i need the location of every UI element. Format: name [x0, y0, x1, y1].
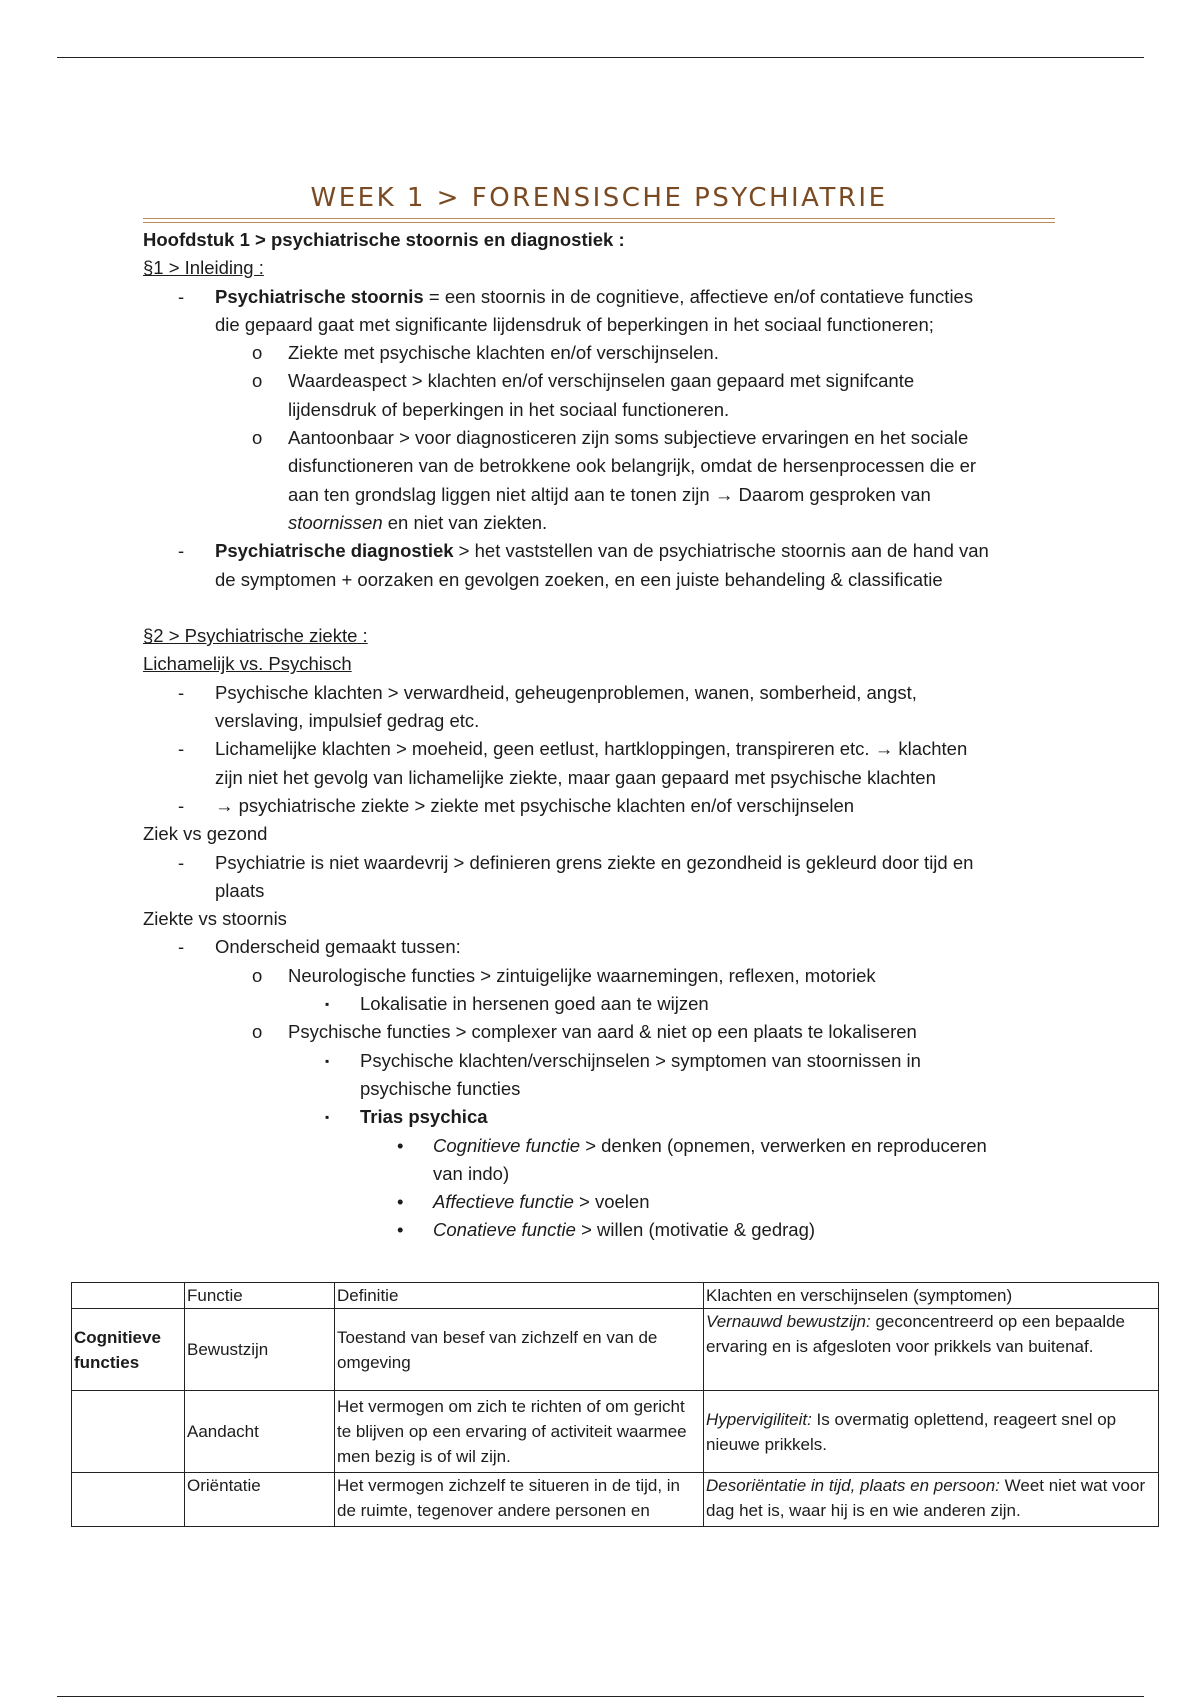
table-header-cell — [72, 1283, 185, 1309]
list-item: - Psychiatrische diagnostiek > het vaststellen van de psychiatrische stoornis aan de hand van — [143, 537, 1073, 565]
subheading-lichamelijk-psychisch: Lichamelijk vs. Psychisch — [143, 653, 352, 675]
list-item: - Psychiatrie is niet waardevrij > definieren grens ziekte en gezondheid is gekleurd door tijd en — [143, 849, 1073, 877]
table-header-cell: Klachten en verschijnselen (symptomen) — [704, 1283, 1159, 1309]
circle-bullet: o — [252, 427, 263, 449]
list-item: - Psychiatrische stoornis = een stoornis in de cognitieve, affectieve en/of contatieve functies — [143, 283, 1073, 311]
table-row — [72, 1309, 1159, 1391]
list-item: • Cognitieve functie > denken (opnemen, verwerken en reproduceren — [143, 1132, 1073, 1160]
list-item: ▪ Lokalisatie in hersenen goed aan te wijzen — [143, 990, 1073, 1018]
section-2-heading: §2 > Psychiatrische ziekte : — [143, 625, 368, 647]
list-item: - Psychische klachten > verwardheid, geheugenproblemen, wanen, somberheid, angst, — [143, 679, 1073, 707]
list-item: o Waardeaspect > klachten en/of verschijnselen gaan gepaard met signifcante — [143, 367, 1073, 395]
list-item: o Aantoonbaar > voor diagnosticeren zijn soms subjectieve ervaringen en het sociale — [143, 424, 1073, 452]
table-cell-symptoom: Desoriëntatie in tijd, plaats en persoon: Weet niet wat voor dag het is, waar hij is en wie anderen zijn. — [704, 1473, 1159, 1527]
list-item: • Conatieve functie > willen (motivatie & gedrag) — [143, 1216, 1073, 1244]
table-header-cell: Definitie — [335, 1283, 704, 1309]
dash-bullet: - — [178, 738, 185, 760]
table-cell-definitie: Toestand van besef van zichzelf en van de omgeving — [335, 1309, 704, 1391]
table-cell-functie: Aandacht — [185, 1391, 335, 1473]
list-item-continuation: disfunctioneren van de betrokkene ook belangrijk, omdat de hersenprocessen die er — [288, 455, 977, 477]
symptoms-table — [71, 1282, 1159, 1527]
list-item: - Onderscheid gemaakt tussen: — [143, 933, 1073, 961]
list-item: o Psychische functies > complexer van aard & niet op een plaats te lokaliseren — [143, 1018, 1073, 1046]
list-item-continuation: plaats — [215, 879, 265, 901]
circle-bullet: o — [252, 342, 263, 364]
table-cell-empty — [72, 1473, 185, 1527]
dash-bullet: - — [178, 285, 185, 307]
list-item: o Ziekte met psychische klachten en/of verschijnselen. — [143, 339, 1073, 367]
table-cell-symptoom: Hypervigiliteit: Is overmatig oplettend, reageert snel op nieuwe prikkels. — [704, 1391, 1159, 1473]
square-bullet: ▪ — [325, 1110, 330, 1125]
dash-bullet: - — [178, 794, 185, 816]
circle-bullet: o — [252, 370, 263, 392]
table-cell-functie: Bewustzijn — [185, 1309, 335, 1391]
chapter-heading: Hoofdstuk 1 > psychiatrische stoornis en diagnostiek : — [143, 229, 625, 250]
list-item: o Neurologische functies > zintuigelijke waarnemingen, reflexen, motoriek — [143, 962, 1073, 990]
list-item: ▪ Trias psychica — [143, 1103, 1073, 1131]
table-cell-empty — [72, 1391, 185, 1473]
list-item-continuation: aan ten grondslag liggen niet altijd aan te tonen zijn → Daarom gesproken van — [288, 483, 931, 505]
subheading-ziekte-stoornis: Ziekte vs stoornis — [143, 908, 287, 930]
table-cell-definitie: Het vermogen om zich te richten of om gericht te blijven op een ervaring of activiteit waarmee men bezig is of wil zijn. — [335, 1391, 704, 1473]
subheading-ziek-gezond: Ziek vs gezond — [143, 823, 268, 845]
list-item: ▪ Psychische klachten/verschijnselen > symptomen van stoornissen in — [143, 1047, 1073, 1075]
list-item-continuation: stoornissen en niet van ziekten. — [288, 511, 548, 533]
list-item: • Affectieve functie > voelen — [143, 1188, 1073, 1216]
title-underline — [143, 218, 1055, 219]
dot-bullet: • — [397, 1134, 404, 1156]
term-psychiatrische-diagnostiek: Psychiatrische diagnostiek — [215, 540, 454, 562]
title-underline-double — [143, 222, 1055, 223]
dash-bullet: - — [178, 681, 185, 703]
list-item-continuation: verslaving, impulsief gedrag etc. — [215, 710, 480, 732]
dot-bullet: • — [397, 1191, 404, 1213]
square-bullet: ▪ — [325, 1053, 330, 1068]
dot-bullet: • — [397, 1219, 404, 1241]
list-item-continuation: psychische functies — [360, 1077, 521, 1099]
header-rule — [57, 57, 1144, 58]
list-item: - → psychiatrische ziekte > ziekte met psychische klachten en/of verschijnselen — [143, 792, 1073, 820]
table-header-row — [72, 1283, 1159, 1309]
table-group-label: Cognitieve functies — [72, 1309, 185, 1391]
spacer — [143, 594, 1073, 622]
dash-bullet: - — [178, 851, 185, 873]
table-header-cell: Functie — [185, 1283, 335, 1309]
dash-bullet: - — [178, 540, 185, 562]
table-row — [72, 1391, 1159, 1473]
list-item-continuation: die gepaard gaat met significante lijdensdruk of beperkingen in het sociaal functioneren; — [215, 313, 934, 335]
list-item-continuation: de symptomen + oorzaken en gevolgen zoeken, en een juiste behandeling & classificatie — [215, 568, 943, 590]
table-cell-symptoom: Vernauwd bewustzijn: geconcentreerd op een bepaalde ervaring en is afgesloten voor prikkels van buitenaf. — [704, 1309, 1159, 1391]
circle-bullet: o — [252, 964, 263, 986]
section-1-heading: §1 > Inleiding : — [143, 257, 264, 279]
term-psychiatrische-stoornis: Psychiatrische stoornis — [215, 285, 424, 307]
square-bullet: ▪ — [325, 997, 330, 1012]
table-cell-definitie: Het vermogen zichzelf te situeren in de tijd, in de ruimte, tegenover andere personen en — [335, 1473, 704, 1527]
list-item-continuation: lijdensdruk of beperkingen in het sociaal functioneren. — [288, 398, 730, 420]
dash-bullet: - — [178, 936, 185, 958]
list-item-continuation: zijn niet het gevolg van lichamelijke ziekte, maar gaan gepaard met psychische klachten — [215, 766, 936, 788]
footer-rule — [57, 1696, 1144, 1697]
document-body — [143, 226, 1073, 1245]
list-item-continuation: van indo) — [433, 1162, 510, 1184]
circle-bullet: o — [252, 1021, 263, 1043]
table-row — [72, 1473, 1159, 1527]
list-item: - Lichamelijke klachten > moeheid, geen eetlust, hartkloppingen, transpireren etc. → klachten — [143, 735, 1073, 763]
table-cell-functie: Oriëntatie — [185, 1473, 335, 1527]
page-title: WEEK 1 > FORENSISCHE PSYCHIATRIE — [310, 183, 888, 213]
